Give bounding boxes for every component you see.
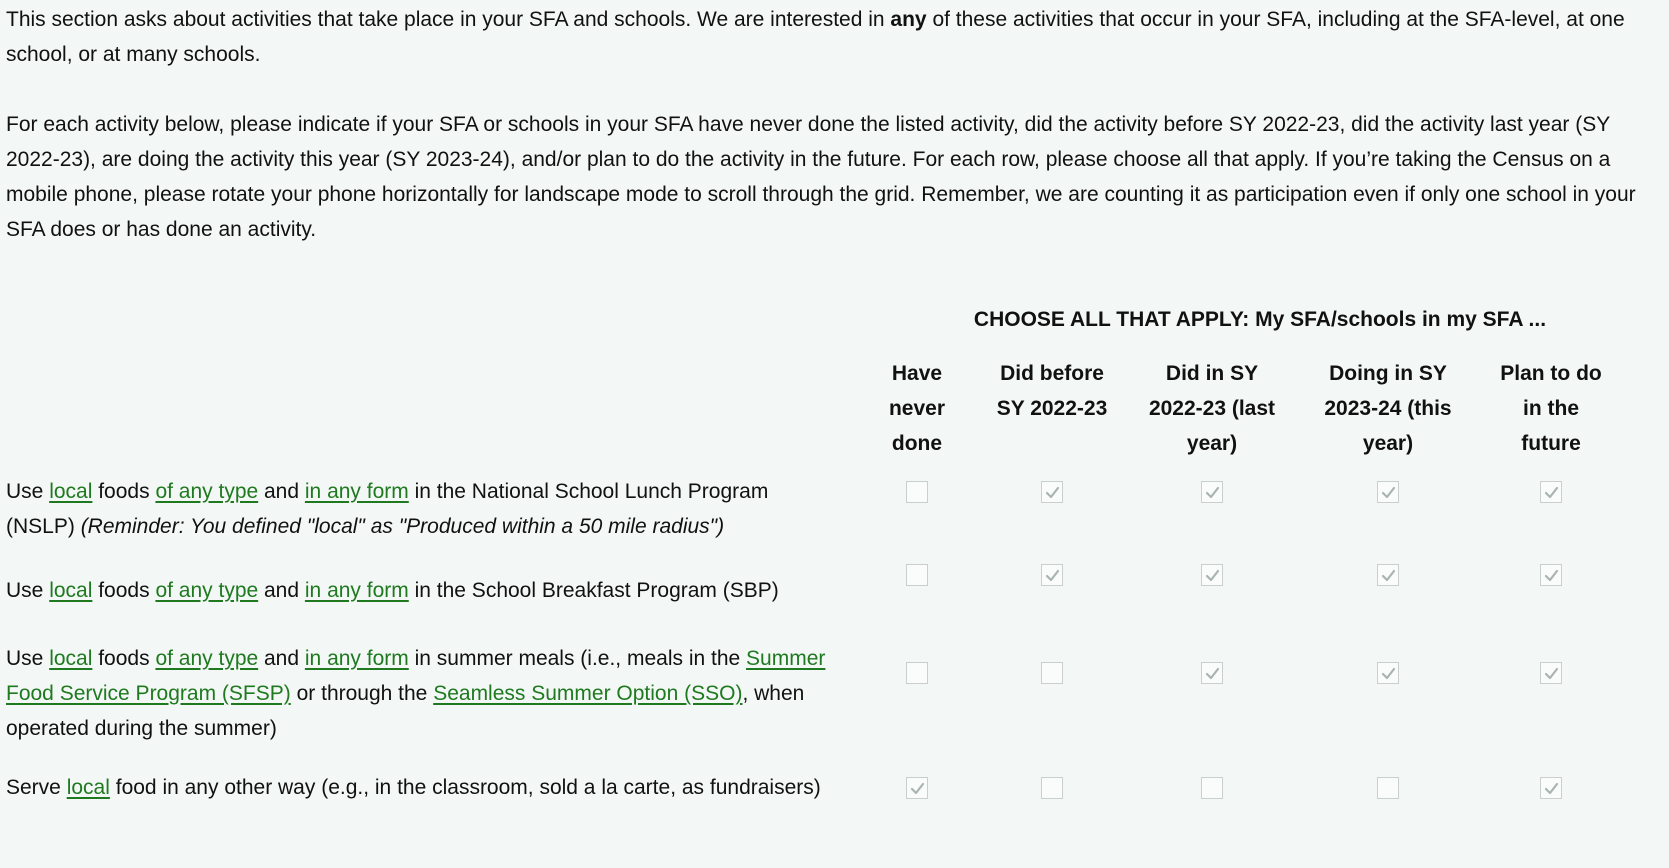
column-header-line: SY 2022-23 [996,397,1108,420]
column-header-line: Did in SY [1165,362,1259,385]
column-header-doing-in-sy-2023-24 [1308,356,1468,461]
label-text: foods [92,480,156,503]
label-text: Use [6,647,50,670]
checkbox-plan-to-do-future[interactable] [1540,564,1562,586]
column-header-line: Plan to do [1500,362,1602,385]
checkbox-did-before-sy-2022-23[interactable] [1041,564,1063,586]
checkbox-did-before-sy-2022-23[interactable] [1041,777,1063,799]
label-text: in the School Breakfast Program (SBP) [408,579,779,602]
column-header-did-in-sy-2022-23 [1132,356,1292,461]
column-header-line: never [888,397,946,420]
label-text: in the National School Lunch Program (NSLP) [6,480,769,538]
label-text: Use [6,579,50,602]
checkbox-did-before-sy-2022-23[interactable] [1041,481,1063,503]
checkbox-doing-in-sy-2023-24[interactable] [1377,662,1399,684]
label-text: in summer meals (i.e., meals in the [408,647,747,670]
label-text: , when operated during the summer) [6,682,805,740]
checkbox-have-never-done[interactable] [906,662,928,684]
label-text: foods [92,647,156,670]
label-text: and [258,647,305,670]
checkbox-have-never-done[interactable] [906,777,928,799]
label-text: and [258,579,305,602]
checkbox-have-never-done[interactable] [906,481,928,503]
activity-row-label [6,770,836,805]
definition-link[interactable]: in any form [304,480,409,503]
column-header-have-never-done [877,356,957,461]
intro-p1-before: This section asks about activities that take place in your SFA and schools. We are interested in [6,8,891,31]
definition-link[interactable]: of any type [155,647,259,670]
label-text: or through the [290,682,434,705]
column-header-line: Doing in SY [1329,362,1447,385]
checkbox-plan-to-do-future[interactable] [1540,481,1562,503]
column-header-line: year) [1362,432,1414,455]
column-header-line: 2022-23 (last [1148,397,1276,420]
label-text: and [258,480,305,503]
checkbox-did-in-sy-2022-23[interactable] [1201,564,1223,586]
checkbox-doing-in-sy-2023-24[interactable] [1377,564,1399,586]
intro-paragraph-2: For each activity below, please indicate if your SFA or schools in your SFA have never done the listed activity, did the activity before SY 2022-23, did the activity last year (SY 2022-23), are doing the activity this year (SY 2023-24), and/or plan to do the activity in the future. For each row, please choose all that apply. If you’re taking the Census on a mobile phone, please rotate your phone horizontally for landscape mode to scroll through the grid. Remember, we are counting it as participation even if only one school in your SFA does or has done an activity. [6,113,1636,241]
definition-link[interactable]: Seamless Summer Option (SSO) [433,682,743,705]
definition-link[interactable]: local [49,579,93,602]
definition-link[interactable]: of any type [155,480,259,503]
label-text: food in any other way (e.g., in the classroom, sold a la carte, as fundraisers) [109,776,821,799]
activity-row-label [6,573,836,608]
activity-row-label [6,641,836,746]
checkbox-doing-in-sy-2023-24[interactable] [1377,481,1399,503]
checkbox-doing-in-sy-2023-24[interactable] [1377,777,1399,799]
intro-p1-emphasis: any [890,8,927,31]
label-text: foods [92,579,156,602]
definition-link[interactable]: local [49,480,93,503]
definition-link[interactable]: local [49,647,93,670]
checkbox-plan-to-do-future[interactable] [1540,777,1562,799]
activity-row-label [6,474,836,544]
definition-link[interactable]: of any type [155,579,259,602]
checkbox-plan-to-do-future[interactable] [1540,662,1562,684]
checkbox-did-in-sy-2022-23[interactable] [1201,481,1223,503]
column-header-line: Have [891,362,943,385]
checkbox-did-in-sy-2022-23[interactable] [1201,777,1223,799]
checkbox-did-before-sy-2022-23[interactable] [1041,662,1063,684]
grid-title: CHOOSE ALL THAT APPLY: My SFA/schools in my SFA ... [973,308,1547,331]
checkbox-have-never-done[interactable] [906,564,928,586]
definition-link[interactable]: local [66,776,110,799]
column-header-line: Did before [1000,362,1104,385]
intro-paragraph-1 [6,2,1656,72]
definition-link[interactable]: in any form [304,647,409,670]
column-header-plan-to-do-future [1486,356,1616,461]
checkbox-did-in-sy-2022-23[interactable] [1201,662,1223,684]
definition-link[interactable]: Summer Food Service Program (SFSP) [6,647,826,705]
label-text: Use [6,480,50,503]
column-header-line: in the [1523,397,1579,420]
intro-p1-after: of these activities that occur in your SFA, including at the SFA-level, at one school, or at many schools. [6,8,1625,66]
column-header-line: year) [1186,432,1238,455]
column-header-line: 2023-24 (this [1324,397,1452,420]
reminder-text: (Reminder: You defined "local" as "Produced within a 50 mile radius") [80,515,725,538]
column-header-did-before-sy-2022-23 [977,356,1127,426]
definition-link[interactable]: in any form [304,579,409,602]
column-header-line: future [1521,432,1581,455]
label-text: Serve [6,776,67,799]
column-header-line: done [891,432,943,455]
